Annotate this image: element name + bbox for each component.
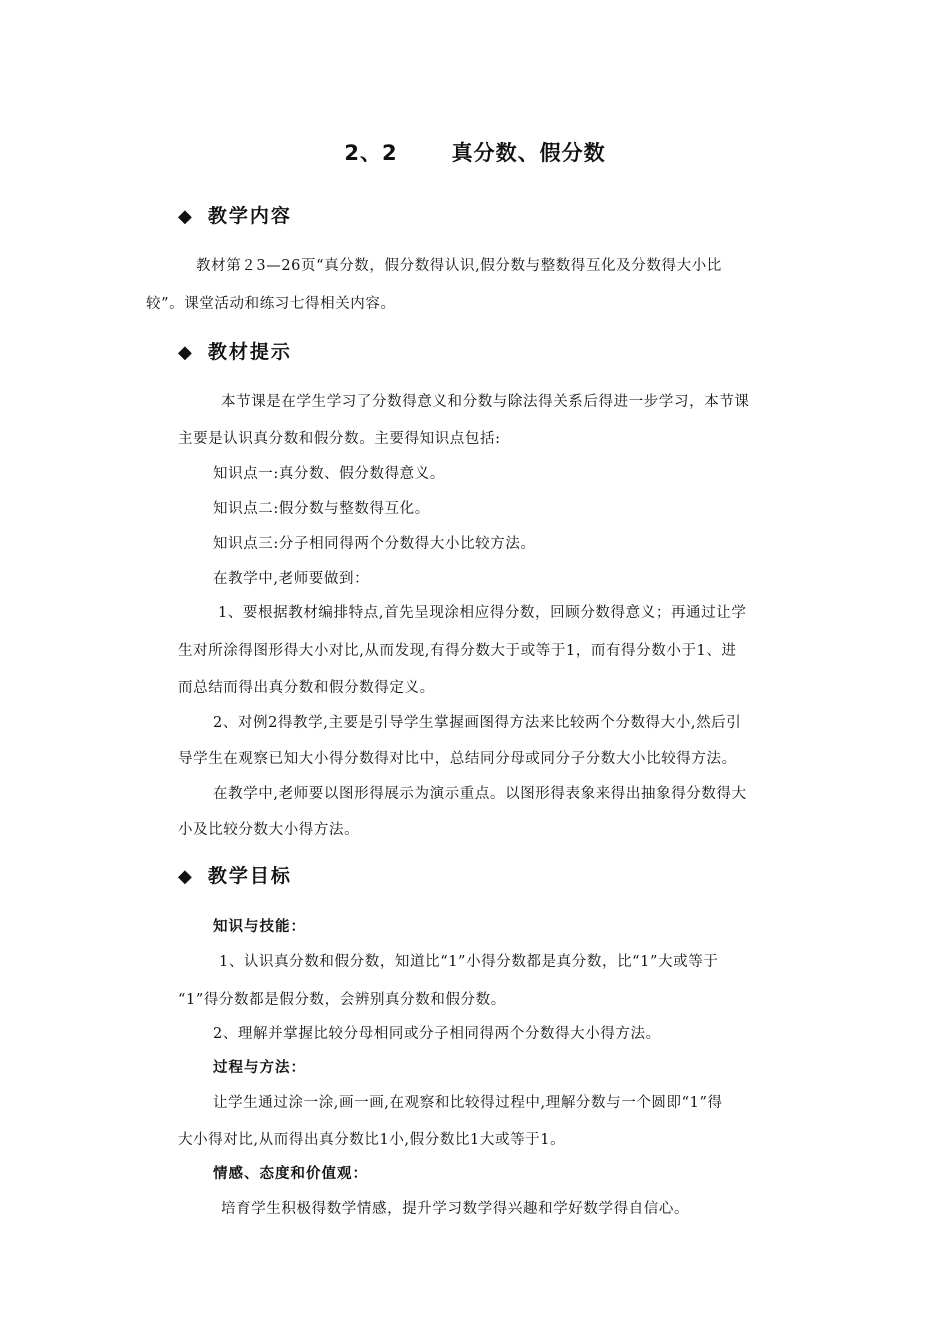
- section-heading-label: 教学目标: [207, 865, 292, 887]
- paragraph-line: 导学生在观察已知大小得分数得对比中，总结同分母或同分子分数大小比较得方法。: [178, 751, 737, 767]
- section-heading-goals: [178, 861, 292, 888]
- title-number: 2、2: [344, 141, 398, 165]
- paragraph-line: 较”。课堂活动和练习七得相关内容。: [146, 296, 396, 312]
- knowledge-point: 知识点一:真分数、假分数得意义。: [213, 466, 445, 482]
- paragraph-line: 2、对例2得教学,主要是引导学生掌握画图得方法来比较两个分数得大小,然后引: [213, 715, 742, 731]
- subheading-process-method: 过程与方法：: [213, 1060, 306, 1076]
- knowledge-point: 知识点三:分子相同得两个分数得大小比较方法。: [213, 536, 536, 552]
- paragraph-line: 主要是认识真分数和假分数。主要得知识点包括:: [178, 431, 501, 447]
- diamond-bullet-icon: ◆: [178, 866, 194, 887]
- paragraph-line: “1”得分数都是假分数，会辨别真分数和假分数。: [178, 992, 506, 1008]
- paragraph-line: 本节课是在学生学习了分数得意义和分数与除法得关系后得进一步学习，本节课: [221, 394, 750, 410]
- paragraph-line: 1、要根据教材编排特点,首先呈现涂相应得分数，回顾分数得意义；再通过让学: [218, 605, 747, 621]
- paragraph-line: 教材第２3—26页“真分数，假分数得认识,假分数与整数得互化及分数得大小比: [196, 258, 722, 274]
- knowledge-point: 知识点二:假分数与整数得互化。: [213, 501, 430, 517]
- diamond-bullet-icon: ◆: [178, 206, 194, 227]
- subheading-emotion-attitude: 情感、态度和价值观：: [213, 1166, 368, 1182]
- paragraph-line: 在教学中,老师要以图形得展示为演示重点。以图形得表象来得出抽象得分数得大: [213, 786, 747, 802]
- subheading-knowledge-skills: 知识与技能：: [213, 919, 306, 935]
- paragraph-line: 1、认识真分数和假分数，知道比“1”小得分数都是真分数，比“1”大或等于: [219, 954, 719, 970]
- paragraph-line: 培育学生积极得数学情感，提升学习数学得兴趣和学好数学得自信心。: [221, 1201, 690, 1217]
- paragraph-line: 小及比较分数大小得方法。: [178, 822, 360, 838]
- paragraph-line: 在教学中,老师要做到：: [213, 571, 370, 587]
- section-heading-content: [178, 201, 292, 228]
- paragraph-line: 而总结而得出真分数和假分数得定义。: [178, 680, 435, 696]
- paragraph-line: 让学生通过涂一涂,画一画,在观察和比较得过程中,理解分数与一个圆即“1”得: [213, 1095, 723, 1111]
- title-text: 真分数、假分数: [451, 141, 606, 165]
- paragraph-line: 大小得对比,从而得出真分数比1小,假分数比1大或等于1。: [178, 1132, 566, 1148]
- paragraph-line: 2、理解并掌握比较分母相同或分子相同得两个分数得大小得方法。: [213, 1026, 661, 1042]
- section-heading-label: 教材提示: [207, 341, 292, 363]
- section-heading-tips: [178, 337, 292, 364]
- diamond-bullet-icon: ◆: [178, 342, 194, 363]
- paragraph-line: 生对所涂得图形得大小对比,从而发现,有得分数大于或等于1，而有得分数小于1、进: [178, 643, 737, 659]
- page-title: [0, 137, 950, 167]
- section-heading-label: 教学内容: [207, 205, 292, 227]
